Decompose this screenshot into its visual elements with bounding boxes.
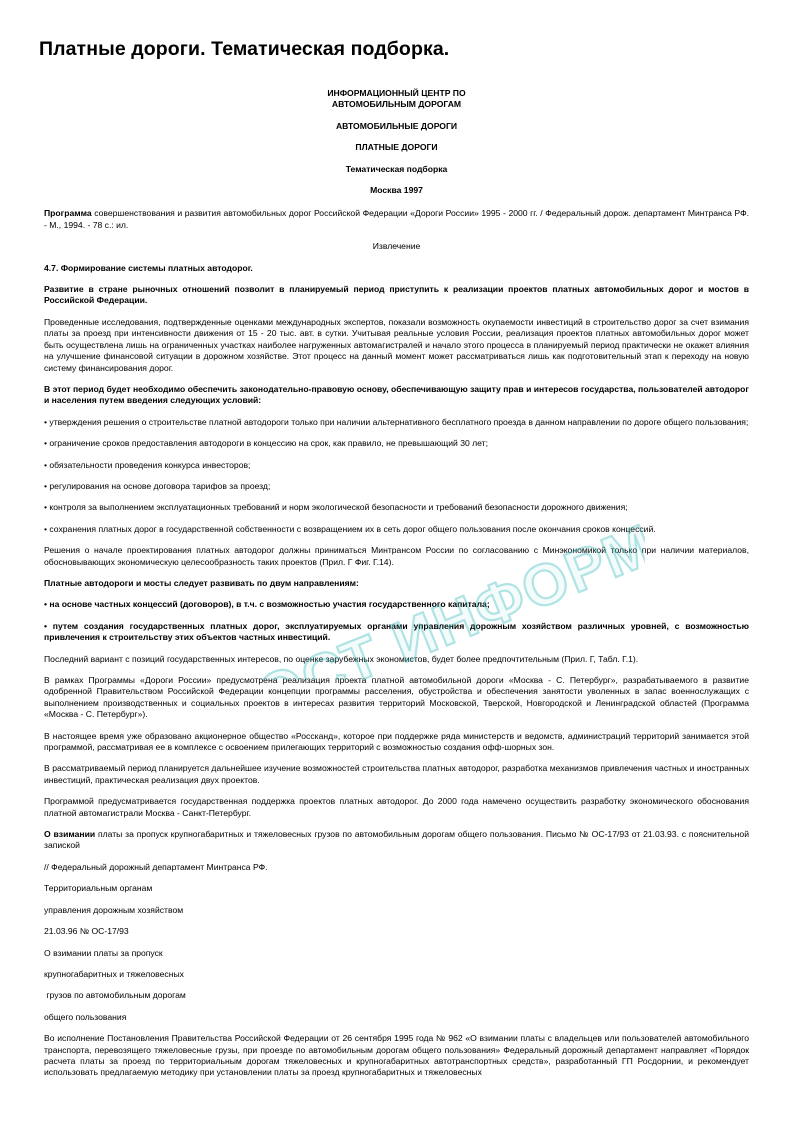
program-lead: Программа <box>44 208 92 219</box>
list-item: • регулирования на основе договора тарифов за проезд; <box>44 480 271 491</box>
direction-item: • на основе частных концессий (договоров), в т.ч. с возможностью участия государственного капитала; <box>44 599 490 610</box>
paragraph: В рамках Программы «Дороги России» предусмотрена реализация проекта платной автомобильной дороги «Москва - С. Петербург», разрабатываемого в развитие одобренной Правительством Российской Федерации концепции программы расселения, обустройства и обеспечения занятости уволенных в запас военнослужащих с выполнением производственных и социальных проектов в интересах развития территорий Московской, Тверской, Новгородской и Ленинградской областей (Программа «Москва - С. Петербург»). <box>44 675 749 720</box>
paragraph: Программой предусматривается государственная поддержка проектов платных автодорог. До 2000 года намечено осуществить разработку экономического обоснования платной автомагистрали Москва - Санкт-Петербург. <box>44 796 749 818</box>
org-line-2: АВТОМОБИЛЬНЫМ ДОРОГАМ <box>331 99 462 110</box>
bold-intro: Развитие в стране рыночных отношений позволит в планируемый период приступить к реализации проектов платных автомобильных дорог и мостов в Российской Федерации. <box>44 284 749 306</box>
letter-line: // Федеральный дорожный департамент Минтранса РФ. <box>44 861 268 872</box>
direction-item: • путем создания государственных платных дорог, эксплуатируемых органами управления дорожным хозяйством различных уровней, с возможностью привлечения к строительству этих объектов частных инвестиций. <box>44 620 749 643</box>
letter-line: крупногабаритных и тяжеловесных <box>44 968 184 979</box>
paragraph: В настоящее время уже образовано акционерное общество «Россканд», которое при поддержке ряда министерств и ведомств, администраций территорий занимается этой программой, рассматривая ее в комплексе с освоением прилегающих территорий с возможностью создания офф-шорных зон. <box>44 730 749 753</box>
letter-line: общего пользования <box>44 1011 127 1022</box>
paragraph: Проведенные исследования, подтвержденные оценками международных экспертов, показали возможность окупаемости инвестиций в строительство дорог за счет взимания платы за проезд при интенсивности движения от 15 - 20 тыс. авт. в сутки. Учитывая реальные условия России, реализация проектов платных автомобильных дорог может быть осуществлена лишь на ограниченных участках наиболее нагруженных автомагистралей и начало этого процесса в планируемый период практически не окажет влияния на улучшение финансовой ситуации в дорожном хозяйстве. Этот процесс на данный момент может рассматриваться лишь как подготовительный этап к переходу на новую систему финансирования дорог. <box>44 316 749 373</box>
letter-line: Территориальным органам <box>44 883 153 894</box>
letter-citation <box>44 829 749 852</box>
paragraph: В рассматриваемый период планируется дальнейшее изучение возможностей строительства платных автодорог, разработка механизмов привлечения частных и иностранных инвестиций, практическая реализация двух проектов. <box>44 763 749 785</box>
page-title: Платные дороги. Тематическая подборка. <box>39 38 450 60</box>
org-line-1: ИНФОРМАЦИОННЫЙ ЦЕНТР ПО <box>327 88 466 98</box>
org-name <box>44 88 749 111</box>
letter-line: грузов по автомобильным дорогам <box>44 990 186 1001</box>
letter-lead: О взимании <box>44 829 96 840</box>
directions-heading: Платные автодороги и мосты следует развивать по двум направлениям: <box>44 577 359 588</box>
place-year: Москва 1997 <box>370 185 423 196</box>
paragraph: Во исполнение Постановления Правительства Российской Федерации от 26 сентября 1995 года № 962 «О взимании платы с владельцев или пользователей автомобильного транспорта, перевозящего тяжеловесные грузы, при проезде по автомобильным дорогам общего пользования» Федеральный дорожный департамент направляет «Порядок расчета платы за проезд по территориальным дорогам тяжеловесных и крупногабаритных автотранспортных средств», разработанный ГП Росдорнии, и рекомендует использовать предлагаемую методику при установлении платы за проезд крупногабаритных и тяжеловесных <box>44 1033 749 1078</box>
collection-kind: Тематическая подборка <box>345 163 448 174</box>
list-item: • утверждения решения о строительстве платной автодороги только при наличии альтернативного бесплатного проезда в данном направлении по дороге общего пользования; <box>44 416 749 427</box>
letter-line: О взимании платы за пропуск <box>44 947 163 958</box>
letter-line: управления дорожным хозяйством <box>44 904 184 915</box>
list-item: • сохранения платных дорог в государственной собственности с возвращением их в сеть дорог общего пользования после окончания сроков концессий. <box>44 523 656 534</box>
section-title: АВТОМОБИЛЬНЫЕ ДОРОГИ <box>335 120 458 131</box>
program-citation <box>44 208 749 231</box>
paragraph: Решения о начале проектирования платных автодорог должны приниматься Минтрансом России по согласованию с Минэкономикой только при наличии материалов, обосновывающих экономическую целесообразность таких проектов (Прил. Г Фиг. Г.14). <box>44 545 749 567</box>
list-item: • контроля за выполнением эксплуатационных требований и норм экологической безопасности и требований безопасности дорожного движения; <box>44 502 628 513</box>
extract-label: Извлечение <box>372 241 421 252</box>
program-text: совершенствования и развития автомобильных дорог Российской Федерации «Дороги России» 1995 - 2000 гг. / Федеральный дорож. департамент Минтранса РФ. - М., 1994. - 78 с.: ил. <box>44 208 749 230</box>
topic-title: ПЛАТНЫЕ ДОРОГИ <box>355 142 438 153</box>
paragraph: Последний вариант с позиций государственных интересов, по оценке зарубежных экономистов, будет более предпочтительным (Прил. Г, Табл. Г.1). <box>44 653 639 664</box>
letter-line: 21.03.96 № ОС-17/93 <box>44 926 129 937</box>
letter-text: платы за пропуск крупногабаритных и тяжеловесных грузов по автомобильным дорогам общего пользования. Письмо № ОС-17/93 от 21.03.93. с пояснительной запиской <box>44 829 749 851</box>
list-item: • ограничение сроков предоставления автодороги в концессию на срок, как правило, не превышающий 30 лет; <box>44 438 488 449</box>
list-item: • обязательности проведения конкурса инвесторов; <box>44 459 251 470</box>
document-body <box>44 88 749 1089</box>
watermark-text: ИНФОРМ.РУ <box>383 475 645 676</box>
conditions-heading: В этот период будет необходимо обеспечить законодательно-правовую основу, обеспечивающую защиту прав и интересов государства, пользователей автодорог и населения путем введения следующих условий: <box>44 383 749 406</box>
section-heading: 4.7. Формирование системы платных автодорог. <box>44 262 253 273</box>
